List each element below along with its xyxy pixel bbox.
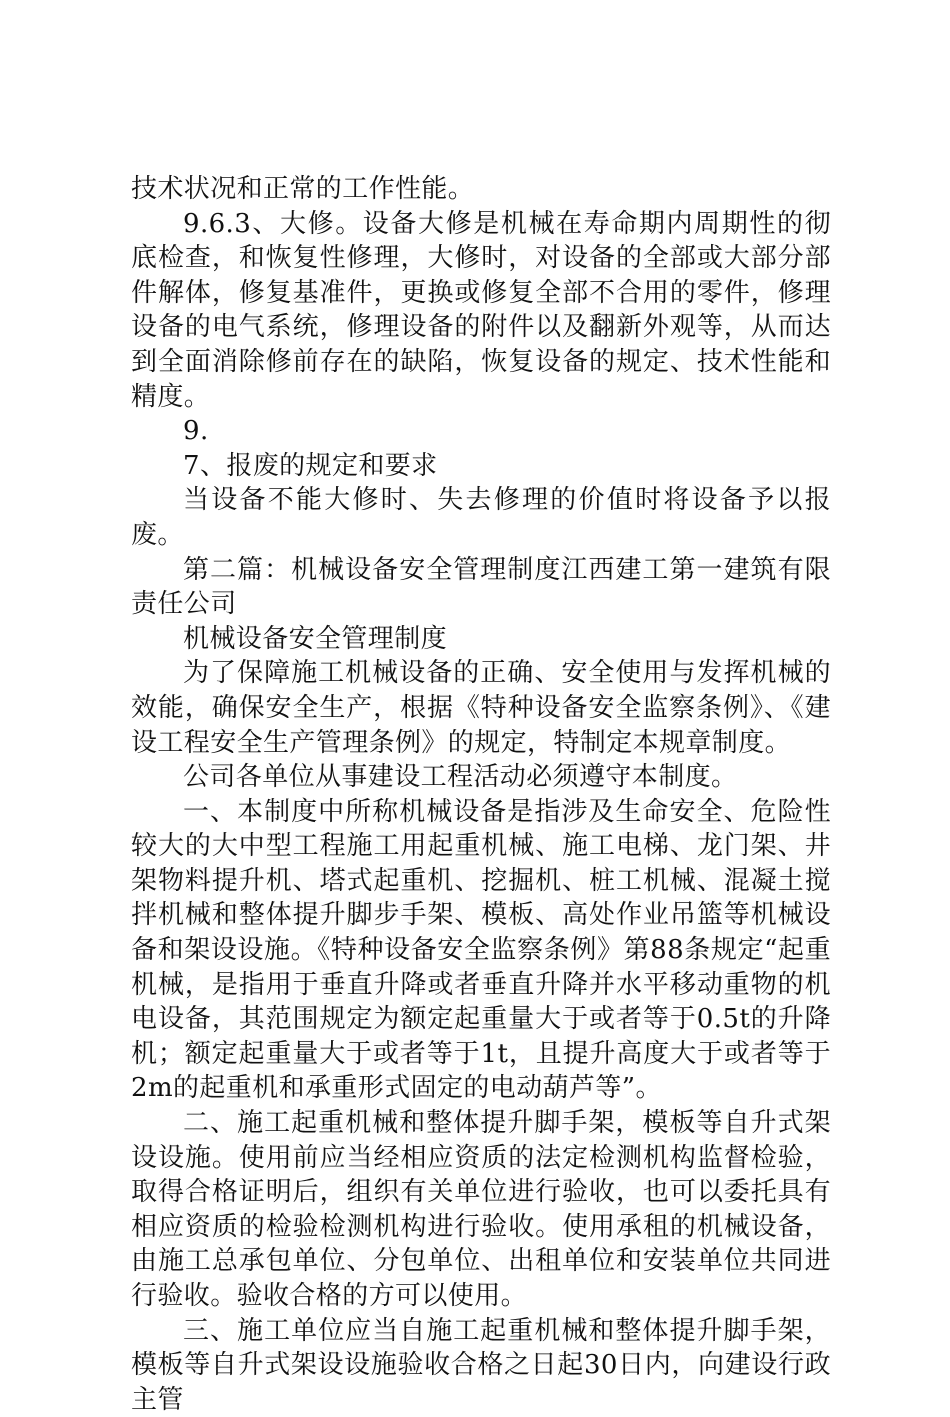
paragraph-2: 9.6.3、大修。设备大修是机械在寿命期内周期性的彻底检查，和恢复性修理，大修时，对设备的全部或大部分部件解体，修复基准件，更换或修复全部不合用的零件，修理设备的电气系统，修理设备的附件以及翻新外观等，从而达到全面消除修前存在的缺陷，恢复设备的规定、技术性能和精度。 xyxy=(131,208,831,412)
article-two: 二、施工起重机械和整体提升脚手架，模板等自升式架设设施。使用前应当经相应资质的法定检测机构监督检验，取得合格证明后，组织有关单位进行验收，也可以委托具有相应资质的检验检测机构进行验收。使用承租的机械设备，由施工总承包单位、分包单位、出租单位和安装单位共同进行验收。验收合格的方可以使用。 xyxy=(131,1108,831,1311)
paragraph-3: 9. xyxy=(183,416,209,447)
paragraph-1: 技术状况和正常的工作性能。 xyxy=(131,174,475,204)
paragraph-9: 公司各单位从事建设工程活动必须遵守本制度。 xyxy=(183,762,738,793)
document-subtitle: 机械设备安全管理制度 xyxy=(183,623,448,654)
article-three: 三、施工单位应当自施工起重机械和整体提升脚手架，模板等自升式架设设施验收合格之日起30日内，向建设行政主管 xyxy=(131,1315,831,1415)
article-one: 一、本制度中所称机械设备是指涉及生命安全、危险性较大的大中型工程施工用起重机械、施工电梯、龙门架、井架物料提升机、塔式起重机、挖掘机、桩工机械、混凝土搅拌机械和整体提升脚步手架、模板、高处作业吊篮等机械设备和架设设施。《特种设备安全监察条例》第88条规定“起重机械，是指用于垂直升降或者垂直升降并水平移动重物的机电设备，其范围规定为额定起重量大于或者等于0.5t的升降机；额定起重量大于或者等于1t，且提升高度大于或者等于2m的起重机和承重形式固定的电动葫芦等”。 xyxy=(131,796,831,1104)
chapter-title: 第二篇：机械设备安全管理制度江西建工第一建筑有限责任公司 xyxy=(131,554,831,620)
section-heading-scrap: 7、报废的规定和要求 xyxy=(183,450,438,481)
paragraph-5: 当设备不能大修时、失去修理的价值时将设备予以报废。 xyxy=(131,485,831,550)
paragraph-8: 为了保障施工机械设备的正确、安全使用与发挥机械的效能，确保安全生产，根据《特种设备安全监察条例》、《建设工程安全生产管理条例》的规定，特制定本规章制度。 xyxy=(131,658,831,758)
document-body xyxy=(131,172,831,1417)
